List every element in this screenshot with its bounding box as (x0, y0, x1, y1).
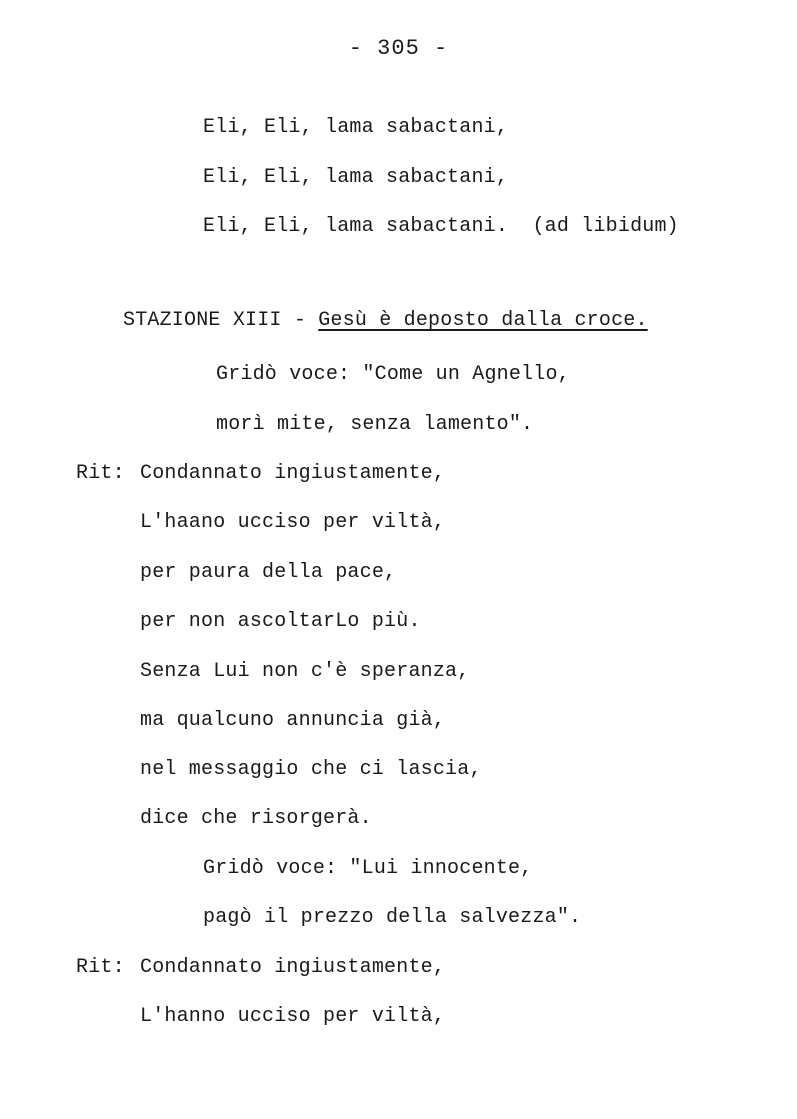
refrain-2-label: Rit: (76, 956, 138, 979)
station-label: STAZIONE XIII - (123, 309, 319, 332)
verse-1-line-2: morì mite, senza lamento". (216, 413, 534, 436)
station-heading (123, 309, 648, 333)
opening-line-1: Eli, Eli, lama sabactani, (203, 116, 509, 139)
page-number: - 305 - (348, 36, 449, 61)
station-title: Gesù è deposto dalla croce. (318, 309, 648, 332)
refrain-1-line-6: ma qualcuno annuncia già, (140, 709, 446, 732)
refrain-1-line-4: per non ascoltarLo più. (140, 610, 421, 633)
refrain-2-line-2: L'hanno ucciso per viltà, (140, 1005, 446, 1028)
refrain-1-line-8: dice che risorgerà. (140, 807, 372, 830)
refrain-1-line-1: Condannato ingiustamente, (140, 462, 446, 485)
refrain-2-line-1: Condannato ingiustamente, (140, 956, 446, 979)
refrain-1-line-5: Senza Lui non c'è speranza, (140, 660, 470, 683)
refrain-1-line-7: nel messaggio che ci lascia, (140, 758, 482, 781)
refrain-1-line-3: per paura della pace, (140, 561, 397, 584)
verse-2-line-2: pagò il prezzo della salvezza". (203, 906, 582, 929)
verse-1-line-1: Gridò voce: "Come un Agnello, (216, 363, 570, 386)
verse-2-line-1: Gridò voce: "Lui innocente, (203, 857, 533, 880)
opening-line-2: Eli, Eli, lama sabactani, (203, 166, 509, 189)
opening-line-3: Eli, Eli, lama sabactani. (ad libidum) (203, 215, 679, 238)
refrain-1-label: Rit: (76, 462, 138, 485)
refrain-1-line-2: L'haano ucciso per viltà, (140, 511, 446, 534)
